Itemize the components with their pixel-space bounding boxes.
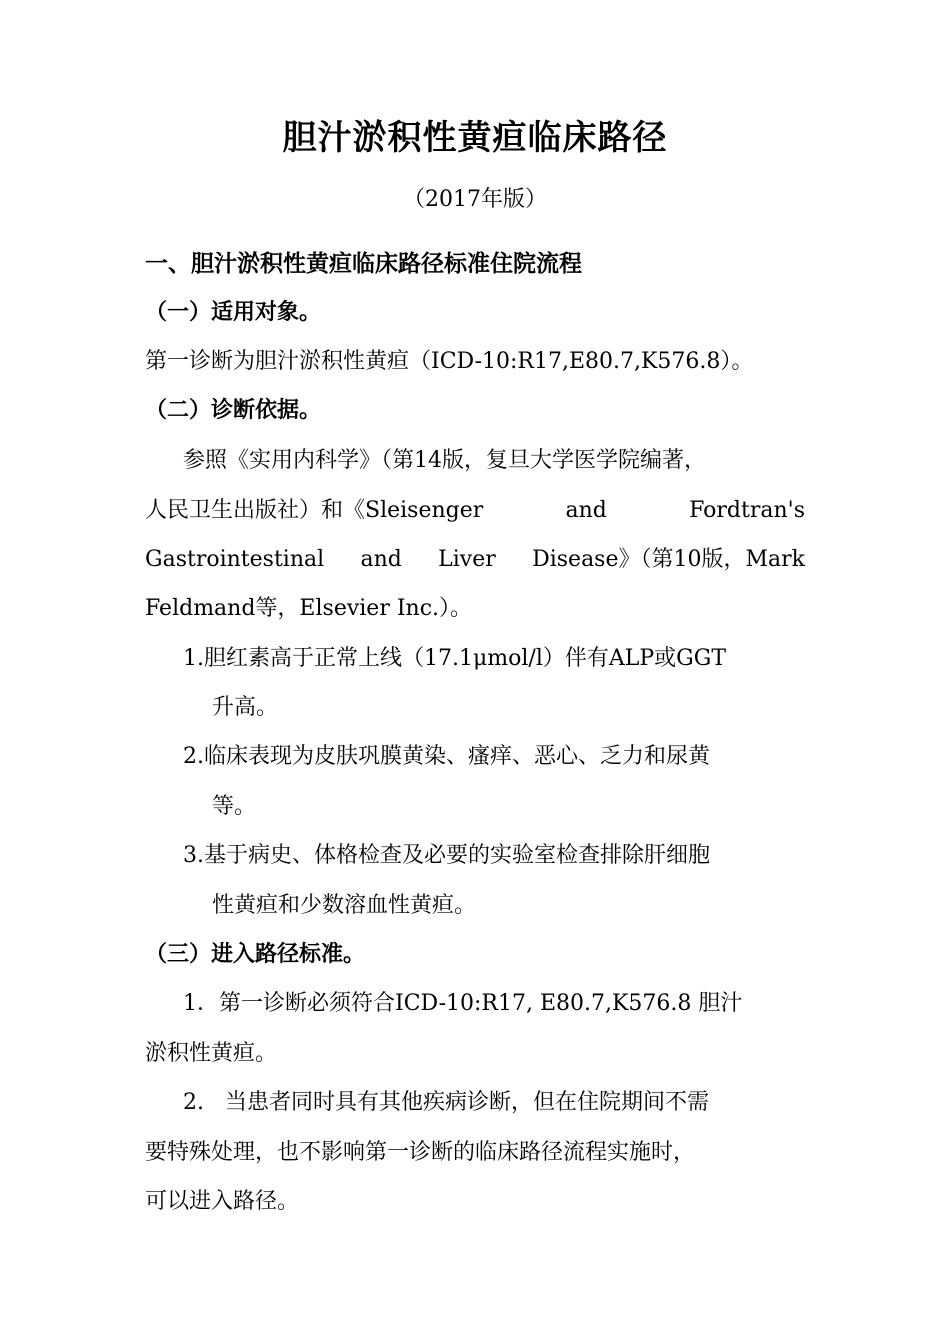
diagnosis-item-3: 3.基于病史、体格检查及必要的实验室检查排除肝细胞: [183, 843, 710, 868]
entry-item-2: 2. 当患者同时具有其他疾病诊断，但在住院期间不需: [183, 1090, 709, 1115]
diagnosis-reference-line-1: 参照《实用内科学》（第14版，复旦大学医学院编著，: [183, 448, 706, 473]
reference-word: and: [360, 547, 402, 572]
diagnosis-item-3-cont: 性黄疸和少数溶血性黄疸。: [212, 893, 477, 918]
entry-item-1: 1．第一诊断必须符合ICD-10:R17, E80.7,K576.8 胆汁: [183, 991, 743, 1016]
diagnosis-item-2-cont: 等。: [212, 794, 257, 819]
reference-word: and: [565, 498, 607, 523]
entry-item-2-cont-2: 可以进入路径。: [145, 1189, 300, 1214]
entry-item-2-cont: 要特殊处理，也不影响第一诊断的临床路径流程实施时，: [145, 1140, 696, 1165]
document-title: 胆汁淤积性黄疸临床路径: [282, 118, 668, 158]
diagnosis-reference-line-4: Feldmand等，Elsevier Inc.）。: [145, 596, 473, 621]
reference-word: Liver: [438, 547, 496, 572]
reference-word: Gastrointestinal: [145, 547, 325, 572]
subsection-heading-scope: （一）适用对象。: [145, 300, 322, 325]
diagnosis-reference-line-3: [145, 543, 805, 577]
diagnosis-item-1: 1.胆红素高于正常上线（17.1μmol/l）伴有ALP或GGT: [183, 646, 726, 671]
reference-word: Disease》（第10版，Mark: [532, 547, 805, 572]
reference-word: Fordtran's: [689, 498, 805, 523]
scope-text: 第一诊断为胆汁淤积性黄疸（ICD-10:R17,E80.7,K576.8）。: [145, 349, 754, 374]
subsection-heading-entry: （三）进入路径标准。: [145, 942, 366, 967]
reference-word: 人民卫生出版社）和《Sleisenger: [145, 498, 484, 523]
document-subtitle: （2017年版）: [403, 187, 547, 212]
section-heading: 一、胆汁淤积性黄疸临床路径标准住院流程: [145, 251, 582, 277]
diagnosis-reference-line-2: [145, 494, 805, 528]
entry-item-1-cont: 淤积性黄疸。: [145, 1041, 278, 1066]
diagnosis-item-1-cont: 升高。: [212, 695, 279, 720]
diagnosis-item-2: 2.临床表现为皮肤巩膜黄染、瘙痒、恶心、乏力和尿黄: [183, 744, 710, 769]
subsection-heading-diagnosis: （二）诊断依据。: [145, 398, 322, 423]
